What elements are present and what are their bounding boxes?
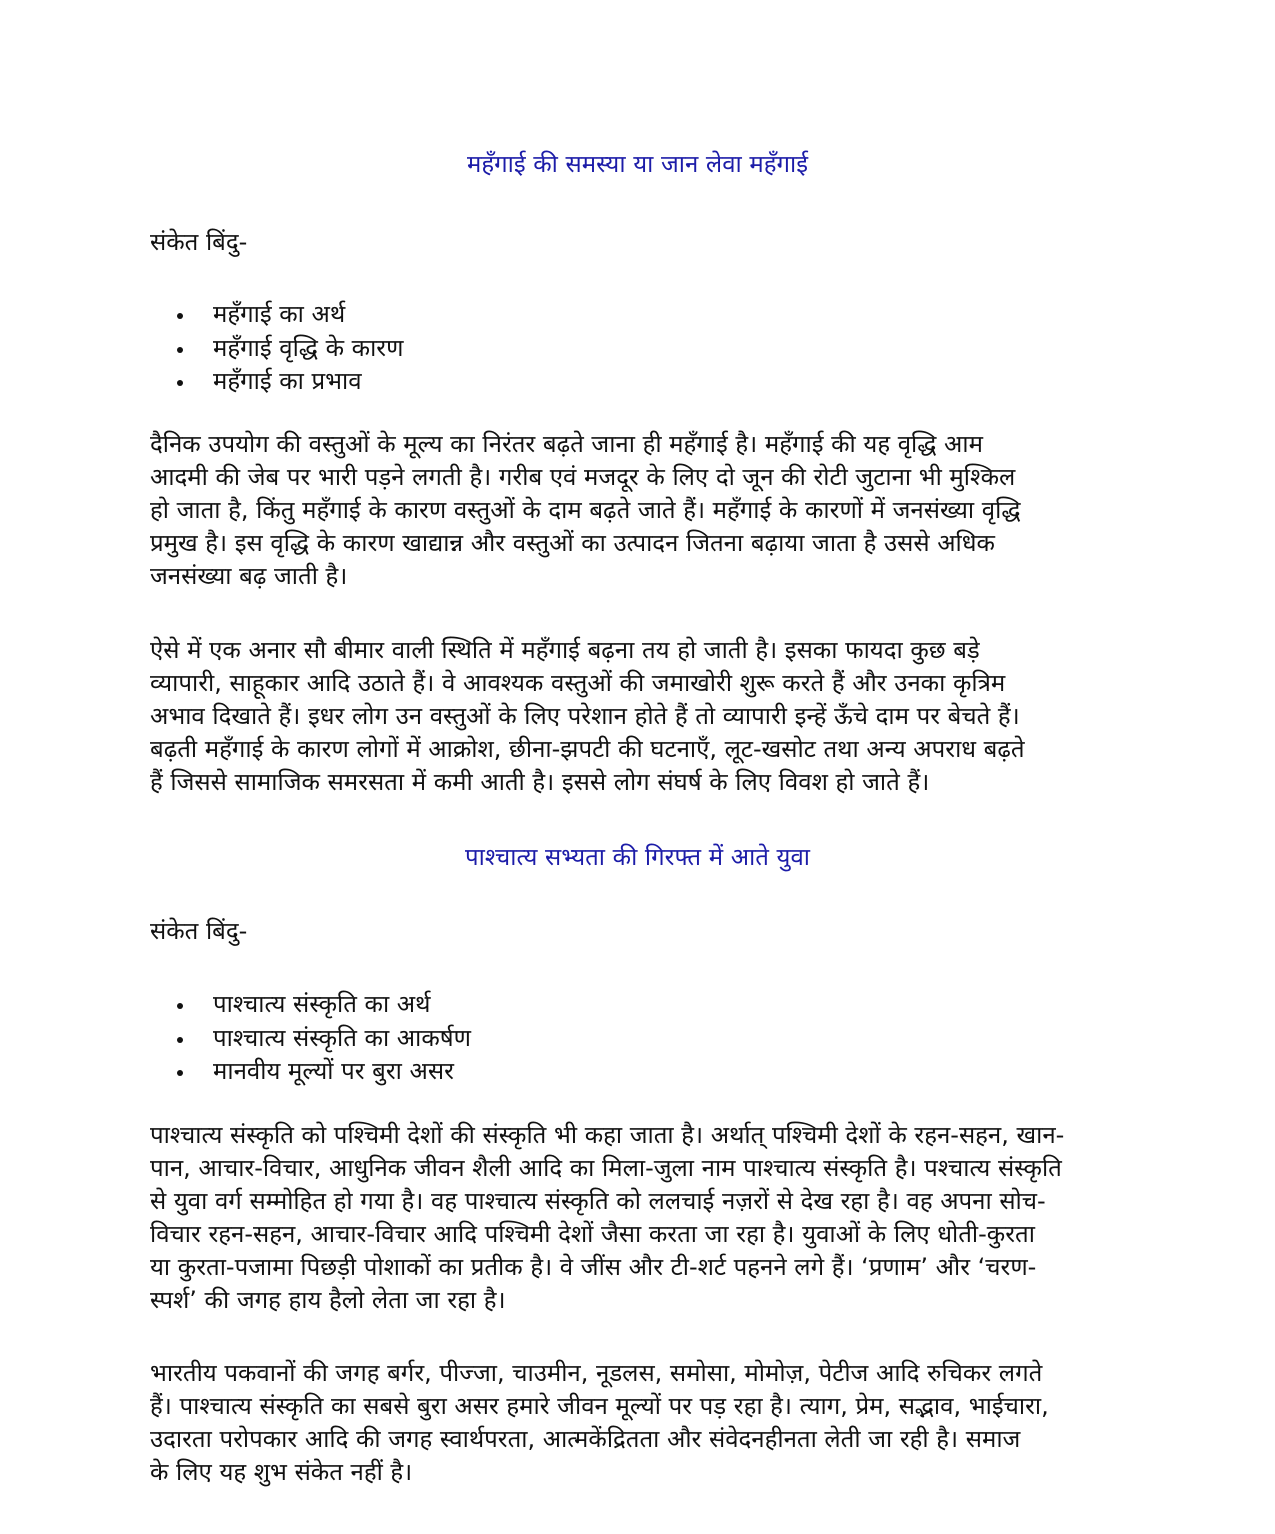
text-line: प्रमुख है। इस वृद्धि के कारण खाद्यान्न और वस्तुओं का उत्पादन जितना बढ़ाया जाता है उससे अधिक [150,529,995,557]
text-line: दैनिक उपयोग की वस्तुओं के मूल्य का निरंतर बढ़ते जाना ही महँगाई है। महँगाई की यह वृद्धि आम [150,430,983,458]
list-item: पाश्चात्य संस्कृति का आकर्षण [150,1022,1130,1056]
section-1-paragraph-2 [150,634,1130,799]
text-line: से युवा वर्ग सम्मोहित हो गया है। वह पाश्चात्य संस्कृति को ललचाई नज़रों से देख रहा है। वह अपना सोच- [150,1187,1046,1215]
text-line: जनसंख्या बढ़ जाती है। [150,562,348,590]
text-line: आदमी की जेब पर भारी पड़ने लगती है। गरीब एवं मजदूर के लिए दो जून की रोटी जुटाना भी मुश्किल [150,463,1016,491]
text-line: पान, आचार-विचार, आधुनिक जीवन शैली आदि का मिला-जुला नाम पाश्चात्य संस्कृति है। पश्चात्य संस्कृति [150,1154,1062,1182]
text-line: ऐसे में एक अनार सौ बीमार वाली स्थिति में महँगाई बढ़ना तय हो जाती है। इसका फायदा कुछ बड़े [150,636,980,664]
section-1-paragraph-1 [150,428,1130,593]
text-line: हैं जिससे सामाजिक समरसता में कमी आती है। इससे लोग संघर्ष के लिए विवश हो जाते हैं। [150,768,930,796]
section-1-title: महँगाई की समस्या या जान लेवा महँगाई [467,150,808,178]
section-2-paragraph-2 [150,1357,1130,1489]
section-2-hint-label: संकेत बिंदु- [150,917,248,945]
text-line: पाश्चात्य संस्कृति को पश्चिमी देशों की संस्कृति भी कहा जाता है। अर्थात् पश्चिमी देशों के रहन-सहन, खान- [150,1121,1065,1149]
text-line: व्यापारी, साहूकार आदि उठाते हैं। वे आवश्यक वस्तुओं की जमाखोरी शुरू करते हैं और उनका कृत्रिम [150,669,1006,697]
section-1-points [150,298,1130,399]
text-line: के लिए यह शुभ संकेत नहीं है। [150,1458,413,1486]
text-line: या कुरता-पजामा पिछड़ी पोशाकों का प्रतीक है। वे जींस और टी-शर्ट पहनने लगे हैं। ‘प्रणाम’ और ‘चरण- [150,1253,1037,1281]
text-line: अभाव दिखाते हैं। इधर लोग उन वस्तुओं के लिए परेशान होते हैं तो व्यापारी इन्हें ऊँचे दाम पर बेचते हैं। [150,702,1020,730]
text-line: हो जाता है, किंतु महँगाई के कारण वस्तुओं के दाम बढ़ते जाते हैं। महँगाई के कारणों में जनसंख्या वृद्धि [150,496,1021,524]
list-item: पाश्चात्य संस्कृति का अर्थ [150,988,1130,1022]
list-item: महँगाई का प्रभाव [150,365,1130,399]
list-item: महँगाई का अर्थ [150,298,1130,332]
text-line: हैं। पाश्चात्य संस्कृति का सबसे बुरा असर हमारे जीवन मूल्यों पर पड़ रहा है। त्याग, प्रेम, सद्भाव, भाईचारा, [150,1392,1049,1420]
section-2-title: पाश्चात्य सभ्यता की गिरफ्त में आते युवा [464,843,811,871]
list-item: महँगाई वृद्धि के कारण [150,332,1130,366]
section-2-paragraph-1 [150,1119,1130,1317]
section-1-hint-label: संकेत बिंदु- [150,228,248,256]
text-line: स्पर्श’ की जगह हाय हैलो लेता जा रहा है। [150,1286,506,1314]
text-line: विचार रहन-सहन, आचार-विचार आदि पश्चिमी देशों जैसा करता जा रहा है। युवाओं के लिए धोती-कुरता [150,1220,1035,1248]
text-line: भारतीय पकवानों की जगह बर्गर, पीज्जा, चाउमीन, नूडलस, समोसा, मोमोज़, पेटीज आदि रुचिकर लगते [150,1359,1043,1387]
list-item: मानवीय मूल्यों पर बुरा असर [150,1055,1130,1089]
text-line: उदारता परोपकार आदि की जगह स्वार्थपरता, आत्मकेंद्रितता और संवेदनहीनता लेती जा रही है। समाज [150,1425,1021,1453]
section-2-points [150,988,1130,1089]
text-line: बढ़ती महँगाई के कारण लोगों में आक्रोश, छीना-झपटी की घटनाएँ, लूट-खसोट तथा अन्य अपराध बढ़ते [150,735,1025,763]
